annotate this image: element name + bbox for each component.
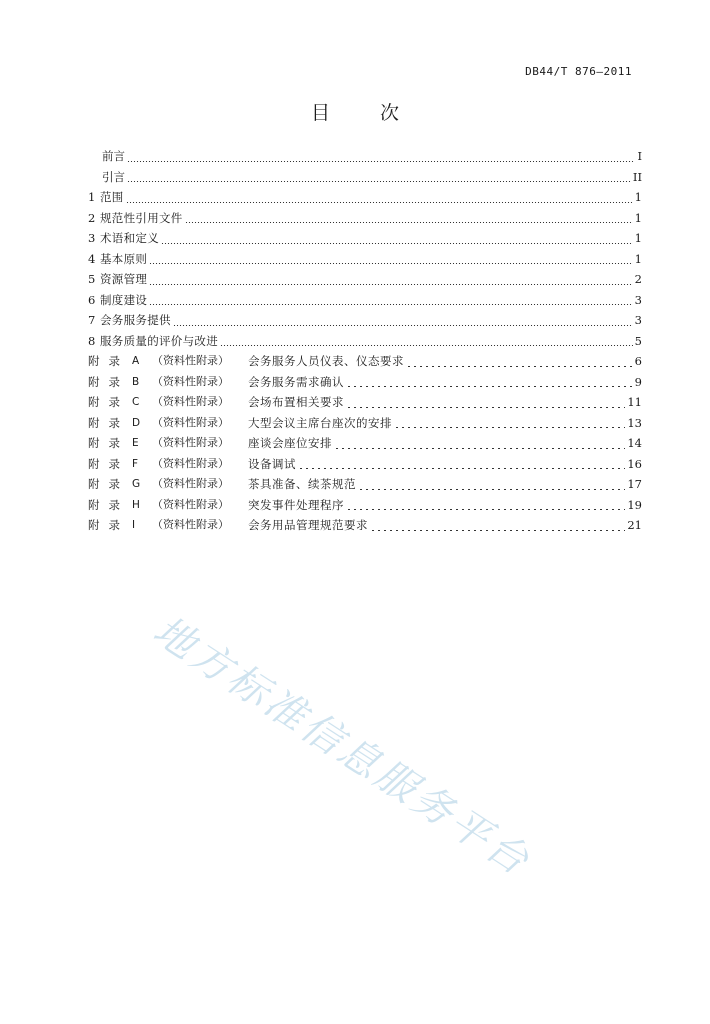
watermark: 地方标准信息服务平台 <box>145 607 540 886</box>
dot-leader <box>346 509 625 510</box>
toc-entry[interactable] <box>88 269 642 290</box>
toc-entry-label: 设备调试 <box>248 456 296 471</box>
appendix-prefix: 附录 <box>88 354 129 368</box>
dot-leader <box>394 427 625 428</box>
appendix-prefix: 附录 <box>88 456 129 471</box>
dot-leader <box>346 407 625 408</box>
appendix-kind: （资料性附录） <box>152 395 229 408</box>
toc-appendix-entry[interactable] <box>88 515 642 536</box>
toc-front-matter <box>88 146 642 187</box>
toc-entry-label: 大型会议主席台座次的安排 <box>248 415 392 430</box>
toc-entry-number: 2 <box>88 210 96 225</box>
toc-entry-label: 会务服务需求确认 <box>248 374 344 389</box>
toc-entry-page: 21 <box>627 518 642 532</box>
toc-entry-label: 资源管理 <box>100 272 148 286</box>
toc-entry[interactable] <box>88 167 642 188</box>
appendix-kind: （资料性附录） <box>152 518 229 531</box>
toc-entry-page: 14 <box>627 436 642 450</box>
toc-entry-label: 会务服务提供 <box>100 313 171 327</box>
appendix-letter: B <box>132 375 140 388</box>
toc-entry-label: 突发事件处理程序 <box>248 497 344 512</box>
dot-leader <box>185 222 633 223</box>
appendix-prefix: 附录 <box>88 374 129 389</box>
appendix-prefix: 附录 <box>88 395 129 409</box>
dot-leader <box>149 284 632 285</box>
toc-entry-page: 17 <box>627 477 642 491</box>
document-code: DB44/T 876—2011 <box>525 65 632 78</box>
toc-entry-number: 6 <box>88 292 96 307</box>
dot-leader <box>149 304 632 305</box>
toc-entry[interactable] <box>88 249 642 270</box>
toc-entry-page: 1 <box>634 231 642 245</box>
toc-entry-label: 茶具准备、续茶规范 <box>248 477 356 491</box>
toc-sections <box>88 187 642 351</box>
appendix-letter: D <box>132 416 141 429</box>
toc-entry[interactable] <box>88 187 642 208</box>
appendix-kind: （资料性附录） <box>152 477 229 490</box>
toc-entry[interactable] <box>88 208 642 229</box>
toc-entry-label: 引言 <box>102 169 125 184</box>
toc-entry[interactable] <box>88 228 642 249</box>
appendix-prefix: 附录 <box>88 497 129 512</box>
dot-leader <box>334 448 625 449</box>
toc-appendix-entry[interactable] <box>88 413 642 434</box>
table-of-contents <box>88 146 642 536</box>
dot-leader <box>370 530 625 531</box>
dot-leader <box>358 489 625 490</box>
appendix-kind: （资料性附录） <box>152 436 229 449</box>
dot-leader <box>127 161 634 162</box>
toc-entry-label: 范围 <box>100 190 124 204</box>
appendix-prefix: 附录 <box>88 436 129 450</box>
toc-entry-page: 1 <box>634 210 642 225</box>
dot-leader <box>406 366 633 367</box>
toc-appendix-entry[interactable] <box>88 495 642 516</box>
toc-entry-page: 16 <box>627 456 642 471</box>
appendix-kind: （资料性附录） <box>152 374 229 388</box>
toc-entry-number: 8 <box>88 333 96 348</box>
toc-entry-number: 1 <box>88 190 96 204</box>
appendix-letter: H <box>132 498 140 511</box>
appendix-kind: （资料性附录） <box>152 456 229 470</box>
dot-leader <box>220 345 633 346</box>
toc-entry-page: 3 <box>634 292 642 307</box>
toc-entry-number: 7 <box>88 313 96 327</box>
toc-entry-page: 11 <box>627 395 642 409</box>
toc-entry-page: 3 <box>634 313 642 327</box>
toc-entry-page: II <box>632 169 642 184</box>
toc-entry-page: 2 <box>634 272 642 286</box>
toc-entry-page: 1 <box>634 190 642 204</box>
dot-leader <box>161 243 633 244</box>
toc-entry-page: I <box>637 149 642 163</box>
toc-entry-page: 1 <box>634 251 642 266</box>
appendix-letter: C <box>132 396 140 408</box>
appendix-prefix: 附录 <box>88 477 129 491</box>
toc-entry-label: 术语和定义 <box>100 231 159 245</box>
appendix-letter: A <box>132 355 140 367</box>
toc-appendices <box>88 351 642 536</box>
appendix-kind: （资料性附录） <box>152 415 229 429</box>
page-title: 目 次 <box>310 102 422 124</box>
toc-entry[interactable] <box>88 146 642 167</box>
toc-appendix-entry[interactable] <box>88 392 642 413</box>
toc-entry[interactable] <box>88 290 642 311</box>
toc-entry-label: 前言 <box>102 149 125 163</box>
toc-entry-label: 会场布置相关要求 <box>248 395 344 409</box>
toc-entry-page: 13 <box>627 415 642 430</box>
toc-entry-page: 19 <box>627 497 642 512</box>
toc-entry-number: 3 <box>88 231 96 245</box>
appendix-letter: E <box>132 437 139 449</box>
toc-entry-label: 座谈会座位安排 <box>248 436 332 450</box>
dot-leader <box>126 202 633 203</box>
dot-leader <box>127 181 631 182</box>
toc-entry-label: 规范性引用文件 <box>100 210 183 225</box>
toc-entry-label: 会务用品管理规范要求 <box>248 518 368 532</box>
appendix-kind: （资料性附录） <box>152 497 229 511</box>
toc-appendix-entry[interactable] <box>88 474 642 495</box>
toc-appendix-entry[interactable] <box>88 372 642 393</box>
toc-entry-label: 基本原则 <box>100 251 148 266</box>
toc-entry-page: 9 <box>634 374 642 389</box>
toc-appendix-entry[interactable] <box>88 433 642 454</box>
appendix-kind: （资料性附录） <box>152 354 229 367</box>
toc-entry-page: 5 <box>634 333 642 348</box>
appendix-letter: I <box>132 519 136 531</box>
toc-entry[interactable] <box>88 331 642 352</box>
dot-leader <box>346 386 633 387</box>
toc-entry-label: 服务质量的评价与改进 <box>100 333 218 348</box>
toc-appendix-entry[interactable] <box>88 351 642 372</box>
toc-entry-label: 会务服务人员仪表、仪态要求 <box>248 354 404 368</box>
toc-entry-label: 制度建设 <box>100 292 148 307</box>
dot-leader <box>298 468 625 469</box>
toc-entry-number: 4 <box>88 251 96 266</box>
appendix-prefix: 附录 <box>88 518 129 532</box>
dot-leader <box>149 263 632 264</box>
toc-entry[interactable] <box>88 310 642 331</box>
toc-entry-page: 6 <box>634 354 642 368</box>
appendix-prefix: 附录 <box>88 415 129 430</box>
dot-leader <box>173 325 633 326</box>
toc-entry-number: 5 <box>88 272 96 286</box>
appendix-letter: F <box>132 457 139 470</box>
toc-appendix-entry[interactable] <box>88 454 642 475</box>
appendix-letter: G <box>132 478 141 490</box>
